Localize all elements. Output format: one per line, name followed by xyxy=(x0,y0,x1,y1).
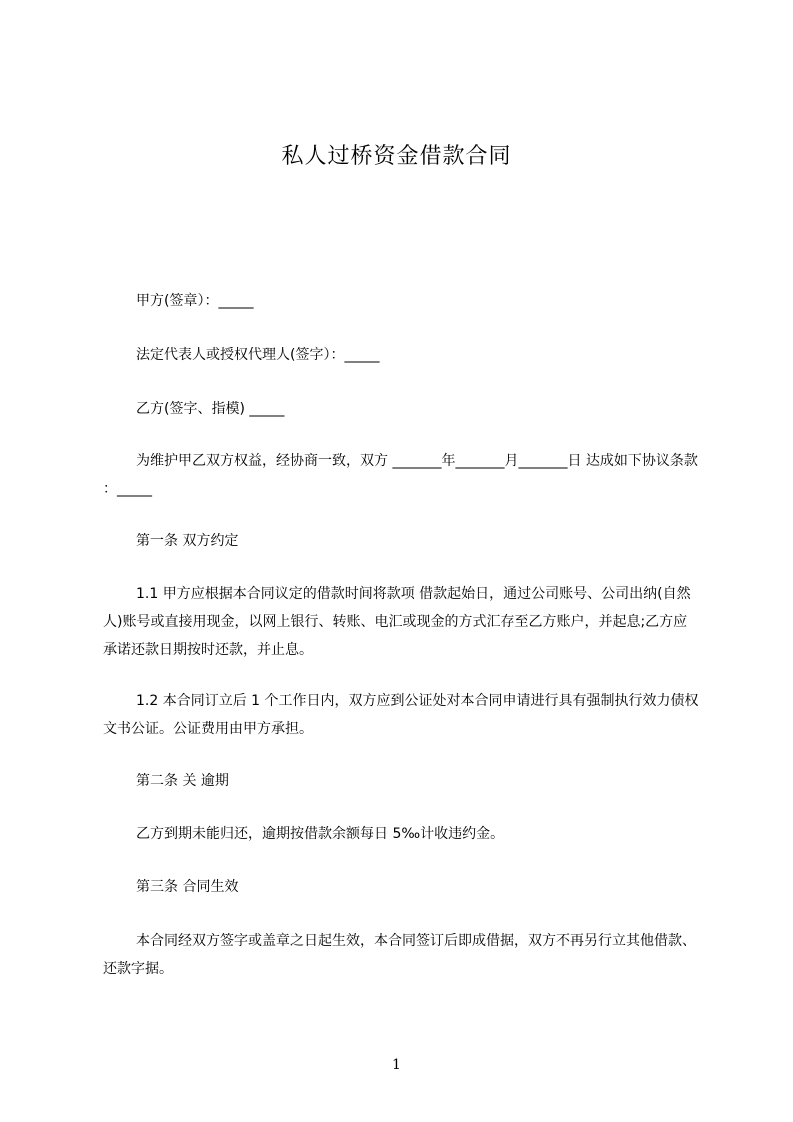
document-title: 私人过桥资金借款合同 xyxy=(281,144,512,169)
article-3-paragraph: 本合同经双方签字或盖章之日起生效，本合同签订后即成借据，双方不再另行立其他借款、还款字据。 xyxy=(103,933,696,977)
article-3-heading: 第三条 合同生效 xyxy=(136,879,239,895)
article-2-text: 乙方到期未能归还，逾期按借款余额每日 5‰计收违约金。 xyxy=(136,826,505,842)
preamble-paragraph: 为维护甲乙双方权益，经协商一致，双方 _______年_______月_______日 达成如下协议条款 ：_____ xyxy=(103,453,698,497)
clause-1-1-paragraph: 1.1 甲方应根据本合同议定的借款时间将款项 借款起始日，通过公司账号、公司出纳(自然人)账号或直接用现金，以网上银行、转账、电汇或现金的方式汇存至乙方账户，并起息;乙方应 承诺还款日期按时还款，并止息。 xyxy=(103,586,691,658)
page-number: 1 xyxy=(392,1057,401,1073)
legal-representative-line: 法定代表人或授权代理人(签字）：_____ xyxy=(136,347,380,363)
clause-1-2-paragraph: 1.2 本合同订立后 1 个工作日内，双方应到公证处对本合同申请进行具有强制执行效力债权文书公证。公证费用由甲方承担。 xyxy=(103,693,699,737)
article-1-heading: 第一条 双方约定 xyxy=(136,533,239,549)
article-2-heading: 第二条 关 逾期 xyxy=(136,773,229,789)
party-b-line: 乙方(签字、指模) _____ xyxy=(136,401,285,417)
party-a-line: 甲方(签章）：_____ xyxy=(136,293,254,309)
